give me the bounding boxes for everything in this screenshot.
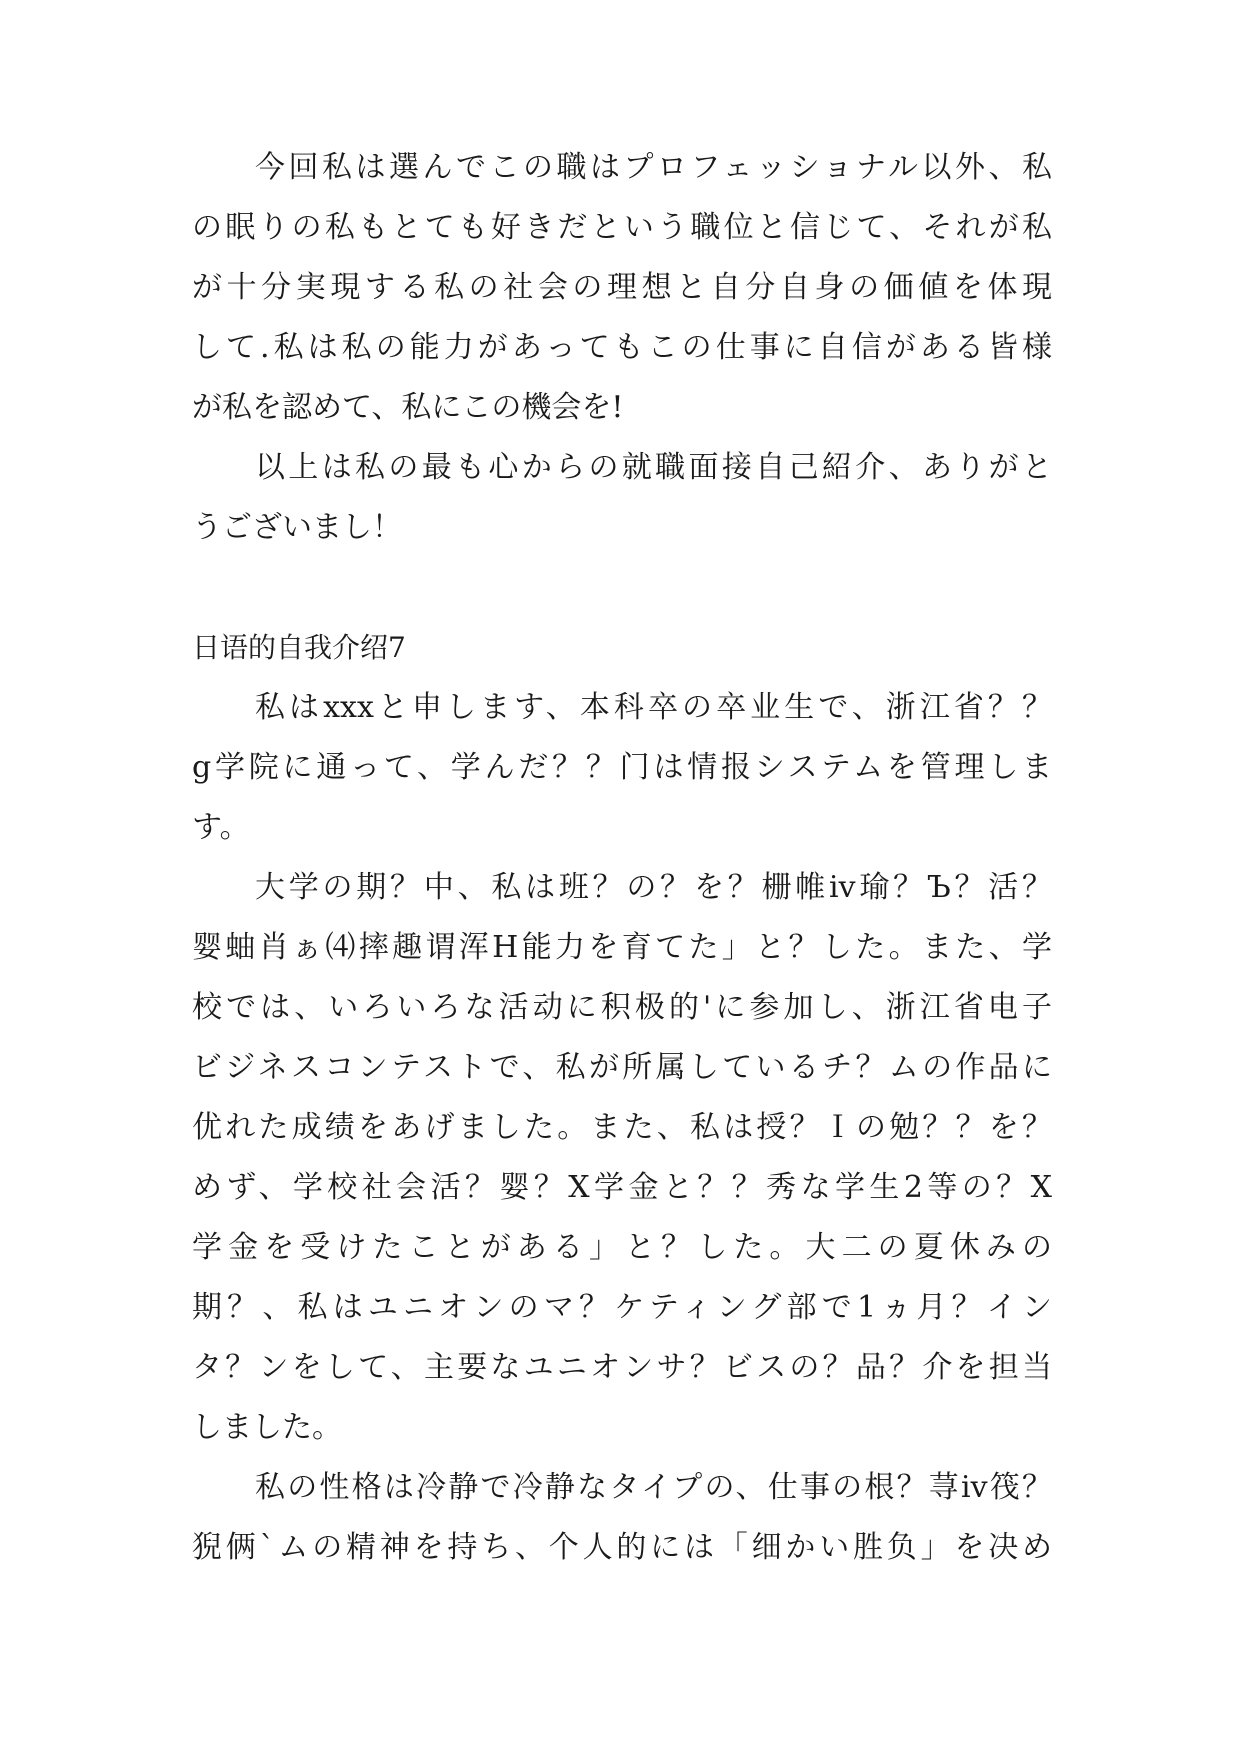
paragraph-4-line-2: 婴蚰肖ぁ⑷摔趣谓浑H能力を育てた」と？した。また、学 [192,930,1052,965]
section-heading: 日语的自我介绍7 [192,631,406,664]
paragraph-4-line-6: めず、学校社会活？婴？X学金と？？秀な学生2等の？X [192,1170,1052,1205]
paragraph-5-line-1: 私の性格は冷静で冷静なタイプの、仕事の根？荨ⅳ筏？ [255,1470,1052,1505]
paragraph-4-line-9: タ？ンをして、主要なユニオンサ？ビスの？品？介を担当 [192,1350,1052,1385]
paragraph-1-line-3: が十分実現する私の社会の理想と自分自身の価値を体現 [192,270,1052,305]
paragraph-4-line-5: 优れた成绩をあげました。また、私は授？Ｉの勉？？を？ [192,1110,1052,1145]
paragraph-1-line-1: 今回私は選んでこの職はプロフェッショナル以外、私 [255,150,1052,185]
paragraph-3-line-2: g学院に通って、学んだ？？门は情报システムを管理しま [192,750,1052,785]
paragraph-3-line-1: 私はxxxと申します、本科卒の卒业生で、浙江省？？ [255,690,1052,725]
paragraph-2-line-1: 以上は私の最も心からの就職面接自己紹介、ありがと [255,450,1052,485]
paragraph-4-line-1: 大学の期？中、私は班？の？を？栅帷ⅳ瑜？Ъ？活？ [255,870,1052,905]
paragraph-2-line-2: うございまし！ [192,510,402,545]
paragraph-4-line-7: 学金を受けたことがある」と？した。大二の夏休みの [192,1230,1052,1265]
paragraph-3-line-3: す。 [192,810,250,845]
paragraph-4-line-8: 期？、私はユニオンのマ？ケティング部で1ヵ月？イン [192,1290,1052,1325]
paragraph-4-line-3: 校では、いろいろな活动に积极的'に参加し、浙江省电子 [192,990,1052,1025]
paragraph-1-line-4: して.私は私の能力があってもこの仕事に自信がある皆様 [192,330,1052,365]
paragraph-4-line-10: しました。 [192,1410,342,1445]
paragraph-4-line-4: ビジネスコンテストで、私が所属しているチ？ムの作品に [192,1050,1052,1085]
paragraph-5-line-2: 猊俩`ムの精神を持ち、个人的には「细かい胜负」を决め [192,1530,1052,1565]
paragraph-1-line-2: の眠りの私もとても好きだという職位と信じて、それが私 [192,210,1052,245]
paragraph-1-line-5: が私を認めて、私にこの機会を! [192,390,624,425]
